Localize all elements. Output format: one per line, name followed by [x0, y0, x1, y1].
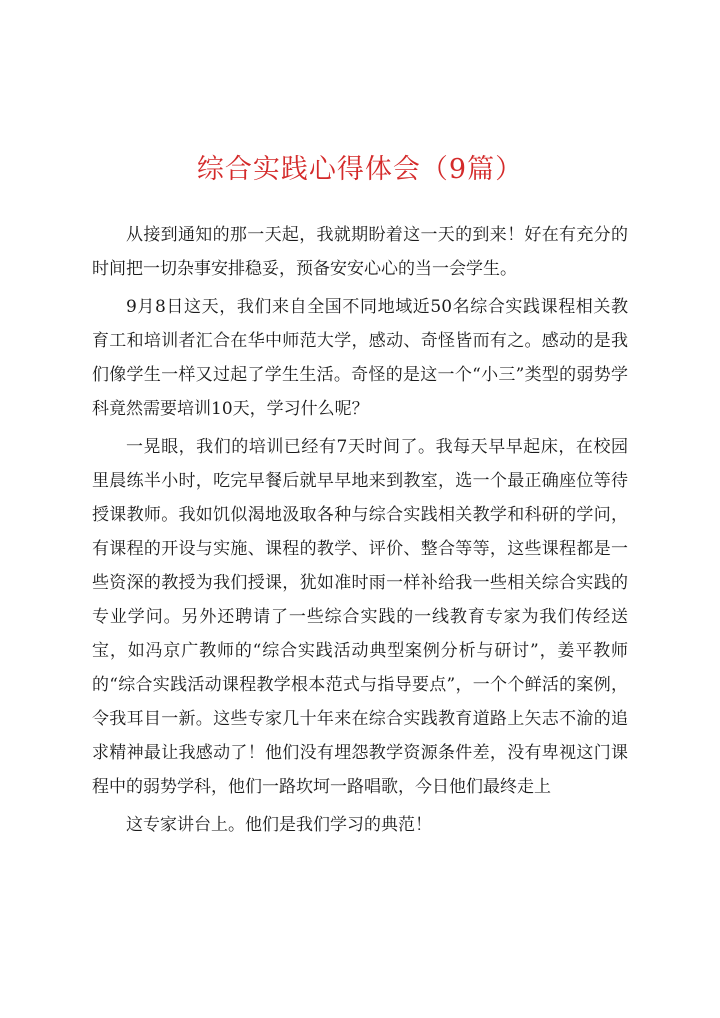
paragraph-1: 从接到通知的那一天起，我就期盼着这一天的到来！好在有充分的时间把一切杂事安排稳妥，预备安安心心的当一会学生。	[92, 225, 628, 279]
paragraph-2: 9月8日这天，我们来自全国不同地域近50名综合实践课程相关教育工和培训者汇合在华中师范大学，感动、奇怪皆而有之。感动的是我们像学生一样又过起了学生生活。奇怪的是这一个“小三”类型的弱势学科竟然需要培训10天，学习什么呢？	[92, 297, 628, 419]
paragraph-4: 这专家讲台上。他们是我们学习的典范！	[126, 815, 432, 835]
paragraph-3: 一晃眼，我们的培训已经有7天时间了。我每天早早起床，在校园里晨练半小时，吃完早餐后就早早地来到教室，选一个最正确座位等待授课教师。我如饥似渴地汲取各种与综合实践相关教学和科研的学问，有课程的开设与实施、课程的教学、评价、整合等等，这些课程都是一些资深的教授为我们授课，犹如准时雨一样补给我一些相关综合实践的专业学问。另外还聘请了一些综合实践的一线教育专家为我们传经送宝，如冯京广教师的“综合实践活动典型案例分析与研讨”，姜平教师的“综合实践活动课程教学根本范式与指导要点”，一个个鲜活的案例，令我耳目一新。这些专家几十年来在综合实践教育道路上矢志不渝的追求精神最让我感动了！他们没有埋怨教学资源条件差，没有卑视这门课程中的弱势学科，他们一路坎坷一路唱歌，今日他们最终走上	[92, 437, 628, 797]
document-title: 综合实践心得体会（9篇）	[196, 154, 524, 185]
